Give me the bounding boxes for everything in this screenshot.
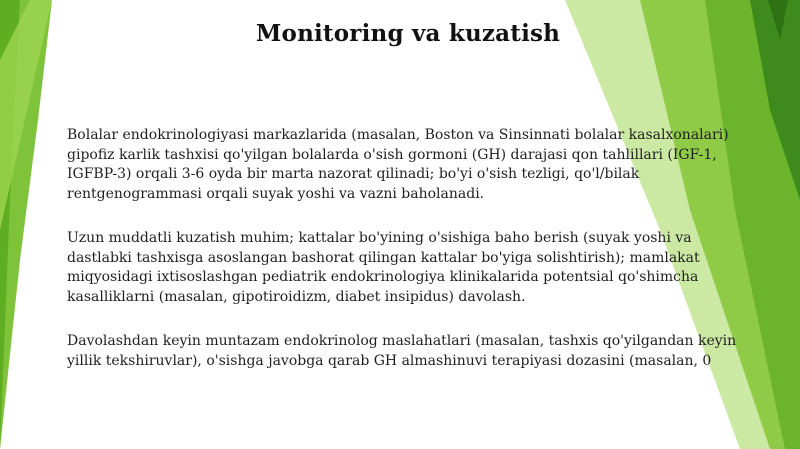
paragraph-post-treatment: Davolashdan keyin muntazam endokrinolog maslahatlari (masalan, tashxis qo'yilgandan keyin yillik tekshiruvlar), o'sishga javobga qarab GH almashinuvi terapiyasi dozasini (masalan, 0: [67, 333, 737, 369]
paragraph-long-term-follow-up: Uzun muddatli kuzatish muhim; kattalar bo'yining o'sishiga baho berish (suyak yoshi va dastlabki tashxisga asoslangan bashorat qilingan kattalar bo'yiga solishtirish); mamlakat miqyosidagi ixtisoslashgan pediatrik endokrinologiya klinikalarida potentsial qo'shimcha kasalliklarni (masalan, gipotiroidizm, diabet insipidus) davolash.: [67, 230, 700, 305]
paragraph-monitoring: Bolalar endokrinologiyasi markazlarida (masalan, Boston va Sinsinnati bolalar kasalxonalari) gipofiz karlik tashxisi qo'yilgan bolalarda o'sish gormoni (GH) darajasi qon tahlillari (IGF-1, IGFBP-3) orqali 3-6 oyda bir marta nazorat qilinadi; bo'yi o'sish tezligi, qo'l/bilak rentgenogrammasi orqali suyak yoshi va vazni baholanadi.: [67, 127, 729, 202]
slide-title: Monitoring va kuzatish: [255, 20, 561, 47]
left-green-decoration: [0, 0, 60, 449]
right-green-decoration: [540, 0, 800, 449]
